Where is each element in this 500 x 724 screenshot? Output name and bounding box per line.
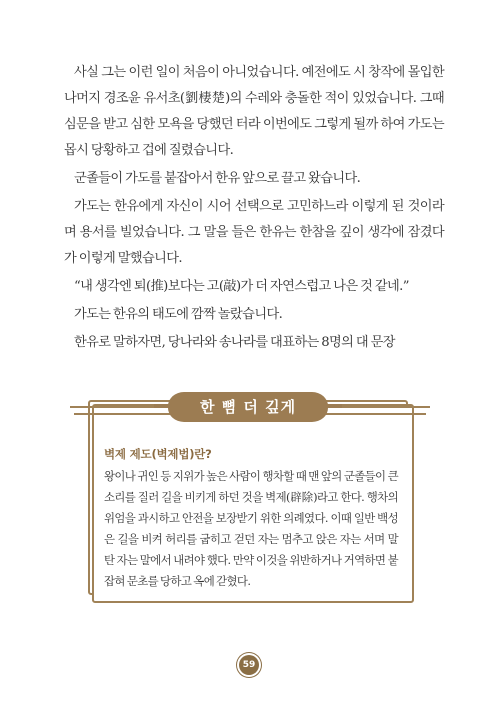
paragraph: 군졸들이 가도를 붙잡아서 한유 앞으로 끌고 왔습니다. <box>74 171 361 186</box>
paragraph: “내 생각엔 퇴(推)보다는 고(敲)가 더 자연스럽고 나은 것 같네.” <box>74 279 409 294</box>
info-box-title: 벽제 제도(벽제법)란? <box>104 447 212 461</box>
info-box-frame <box>92 404 414 603</box>
paragraph: 가도는 한유의 태도에 깜짝 놀랐습니다. <box>74 307 283 322</box>
paragraph: 한유로 말하자면, 당나라와 송나라를 대표하는 8명의 대 문장 <box>74 335 395 350</box>
info-box-body: 왕이나 귀인 등 지위가 높은 사람이 행차할 때 맨 앞의 군졸들이 큰 소리를 질러 길을 비키게 하던 것을 벽제(辟除)라고 한다. 행차의 위엄을 과시하고 안전을 보장받기 위한 의례였다. 이때 일반 백성은 길을 비켜 허리를 굽히고 걷던 자는 멈추고 앉은 자는 서며 말 탄 자는 말에서 내려야 했다. 만약 이것을 위반하거나 거역하면 붙잡혀 문초를 당하고 옥에 갇혔다. <box>104 469 398 588</box>
main-text-body <box>64 60 444 358</box>
paragraph: 사실 그는 이런 일이 처음이 아니었습니다. 예전에도 시 창작에 몰입한 나머지 경조윤 유서초(劉棲楚)의 수레와 충돌한 적이 있었습니다. 그때 심문을 받고 심한 모욕을 당했던 터라 이번에도 그렇게 될까 하여 가도는 몹시 당황하고 겁에 질렸습니다. <box>64 65 444 158</box>
page-number: 59 <box>239 655 259 675</box>
paragraph: 가도는 한유에게 자신이 시어 선택으로 고민하느라 이렇게 된 것이라며 용서를 빌었습니다. 그 말을 들은 한유는 한참을 깊이 생각에 잠겼다가 이렇게 말했습니다. <box>64 199 444 266</box>
info-box <box>88 400 414 603</box>
section-tab-label: 한 뼘 더 깊게 <box>168 392 328 422</box>
